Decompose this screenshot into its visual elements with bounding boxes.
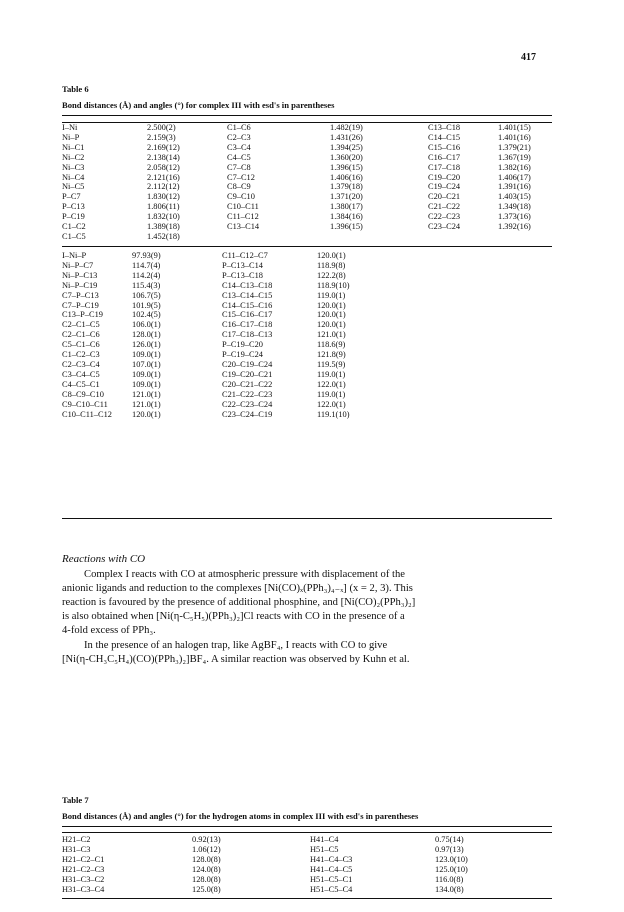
table6-label: Table 6 (62, 84, 89, 94)
table-cell: 109.0(1) (132, 369, 161, 379)
table6-bottom-rule (62, 518, 552, 519)
table-row (62, 271, 377, 281)
table-cell: 1.360(20) (330, 152, 363, 162)
table-cell: 2.121(16) (147, 172, 180, 182)
table-cell: 1.384(16) (330, 212, 363, 222)
table-cell: C20–C19–C24 (222, 359, 273, 369)
table-cell: 118.9(10) (317, 280, 350, 290)
table-row (62, 153, 548, 163)
table-cell: 1.401(16) (498, 132, 531, 142)
table-cell: C7–C12 (227, 172, 255, 182)
table-cell: P–C7 (62, 192, 81, 202)
table-cell (498, 232, 548, 242)
table-cell: Ni–C1 (62, 142, 85, 152)
table-cell: 106.0(1) (132, 320, 161, 330)
table-cell: 1.06(12) (192, 844, 221, 854)
table-cell: 115.4(3) (132, 280, 161, 290)
table-cell: C13–P–C19 (62, 310, 103, 320)
table-row (62, 390, 377, 400)
table-cell: 1.367(19) (498, 152, 531, 162)
table-cell: C8–C9–C10 (62, 389, 104, 399)
table-cell: C2–C3–C4 (62, 359, 100, 369)
table-cell: I–Ni–P (62, 251, 87, 260)
table6-top-rule (62, 115, 552, 116)
table-cell: C8–C9 (227, 182, 251, 192)
table-cell: 1.394(25) (330, 142, 363, 152)
table-cell: 1.379(21) (498, 142, 531, 152)
paragraph-1-line: 4-fold excess of PPh₃. (62, 625, 156, 636)
table-cell: H41–C4–C3 (310, 854, 353, 864)
table-cell: C1–C5 (62, 231, 86, 241)
paragraph-2-line: In the presence of an halogen trap, like AgBF₄, I reacts with CO to give (84, 640, 388, 651)
table-cell: 109.0(1) (132, 379, 161, 389)
table-cell: P–C13 (62, 202, 85, 212)
table-cell: C9–C10 (227, 192, 255, 202)
table-cell: 114.7(4) (132, 260, 161, 270)
table-cell: C15–C16–C17 (222, 310, 273, 320)
table-cell: 1.371(20) (330, 192, 363, 202)
table-cell: 120.0(1) (317, 300, 346, 310)
table6-angles (62, 251, 377, 419)
table-cell: 114.2(4) (132, 270, 161, 280)
table-cell: 120.0(1) (317, 320, 346, 330)
table-cell: H51–C5–C1 (310, 874, 353, 884)
table6-caption: Bond distances (Å) and angles (°) for complex III with esd's in parentheses (62, 100, 335, 110)
table-cell: 2.159(3) (147, 132, 176, 142)
table-cell: 1.431(26) (330, 132, 363, 142)
table-cell: 0.97(13) (435, 844, 464, 854)
table-cell: 119.0(1) (317, 389, 346, 399)
table-cell: 125.0(10) (435, 864, 468, 874)
table-cell: C1–C6 (227, 123, 251, 132)
table-cell: C21–C22 (428, 202, 461, 212)
table-cell: 134.0(8) (435, 884, 464, 894)
table-cell: C10–C11–C12 (62, 409, 112, 419)
table-cell: 122.0(1) (317, 379, 346, 389)
table-cell: 1.379(18) (330, 182, 363, 192)
table-cell: 123.0(10) (435, 854, 468, 864)
table-cell: 120.0(1) (132, 409, 161, 419)
table-cell: 2.169(12) (147, 142, 180, 152)
table-cell: 1.482(19) (330, 123, 363, 132)
table6-mid-rule (62, 246, 552, 247)
table-cell: H31–C3 (62, 844, 91, 854)
table-cell: C5–C1–C6 (62, 340, 100, 350)
table-cell: 1.389(18) (147, 222, 180, 232)
table-cell: P–C19 (62, 212, 85, 222)
table-row (62, 350, 377, 360)
table-cell: C11–C12–C7 (222, 251, 268, 260)
paragraph-2 (62, 639, 552, 667)
table-row (62, 261, 377, 271)
table-cell: C13–C18 (428, 123, 461, 132)
table7-header-rule (62, 832, 552, 833)
table-cell: 1.452(18) (147, 231, 180, 241)
table-row (62, 865, 505, 875)
table-cell: P–C19–C20 (222, 340, 263, 350)
table-row (62, 251, 377, 261)
paragraph-1-line: Complex I reacts with CO at atmospheric pressure with displacement of the (84, 569, 405, 580)
table-cell: C3–C4 (227, 142, 251, 152)
table-row (62, 192, 548, 202)
table-cell: C14–C15 (428, 132, 461, 142)
table-cell: 1.396(15) (330, 162, 363, 172)
table-cell: 119.5(9) (317, 359, 346, 369)
table-cell: 1.406(16) (330, 172, 363, 182)
paragraph-1-line: reaction is favoured by the presence of additional phosphine, and [Ni(CO)₂(PPh₃)₂] (62, 597, 416, 608)
table-cell: Ni–P–C13 (62, 270, 98, 280)
table-cell: H41–C4 (310, 835, 339, 844)
table-cell: 121.0(1) (132, 399, 161, 409)
table-cell: H51–C5 (310, 844, 339, 854)
table-cell: C14–C15–C16 (222, 300, 273, 310)
table-cell: C17–C18–C13 (222, 330, 273, 340)
table-row (62, 202, 548, 212)
table-cell: 119.1(10) (317, 409, 350, 419)
table-cell: C11–C12 (227, 212, 259, 222)
table-cell: C1–C2–C3 (62, 350, 100, 360)
table-cell (330, 232, 428, 242)
table-cell: Ni–C3 (62, 162, 85, 172)
table-cell: P–C19–C24 (222, 350, 263, 360)
table-row (62, 173, 548, 183)
table-row (62, 281, 377, 291)
table-cell: 1.373(16) (498, 212, 531, 222)
table-cell: 121.8(9) (317, 350, 346, 360)
table-cell: 1.830(12) (147, 192, 180, 202)
table-cell: 1.832(10) (147, 212, 180, 222)
table-cell: C21–C22–C23 (222, 389, 273, 399)
table-row (62, 163, 548, 173)
table-cell: 118.6(9) (317, 340, 346, 350)
table-cell: Ni–C4 (62, 172, 85, 182)
table-cell: C23–C24 (428, 222, 461, 232)
table-cell: 121.0(1) (132, 389, 161, 399)
table7-caption: Bond distances (Å) and angles (°) for the hydrogen atoms in complex III with esd's in parentheses (62, 811, 419, 821)
table-cell: 1.380(17) (330, 202, 363, 212)
table-cell: C20–C21 (428, 192, 461, 202)
table-row (62, 370, 377, 380)
table-cell: C16–C17 (428, 152, 461, 162)
table-cell: H21–C2 (62, 835, 91, 844)
table-cell: C23–C24–C19 (222, 409, 273, 419)
table-cell: 126.0(1) (132, 340, 161, 350)
table-row (62, 360, 377, 370)
table-row (62, 835, 505, 845)
table-cell: 128.0(1) (132, 330, 161, 340)
table-cell: C3–C4–C5 (62, 369, 100, 379)
table-cell: 119.0(1) (317, 290, 346, 300)
table7-bottom-rule (62, 898, 552, 899)
table-cell: 1.806(11) (147, 202, 180, 212)
table-cell: C7–P–C19 (62, 300, 99, 310)
table7-label: Table 7 (62, 795, 89, 805)
table-cell: C1–C2 (62, 222, 86, 232)
table-cell: 124.0(8) (192, 864, 221, 874)
table-cell: C16–C17–C18 (222, 320, 273, 330)
table-row (62, 232, 548, 242)
table-cell: P–C13–C14 (222, 260, 263, 270)
table-cell: Ni–P–C19 (62, 280, 98, 290)
page-number: 417 (521, 52, 536, 63)
table-cell (227, 232, 330, 242)
table-cell: I–Ni (62, 123, 78, 132)
table-cell: 122.2(8) (317, 270, 346, 280)
table-cell: 116.0(8) (435, 874, 464, 884)
table-cell: 1.382(16) (498, 162, 531, 172)
table-row (62, 410, 377, 420)
table-cell: C20–C21–C22 (222, 379, 273, 389)
table-row (62, 291, 377, 301)
table-cell: 119.0(1) (317, 369, 346, 379)
table-cell: C19–C20–C21 (222, 369, 273, 379)
table-cell: 0.92(13) (192, 835, 221, 844)
paragraph-1-line: anionic ligands and reduction to the complexes [Ni(CO)ₓ(PPh₃)₄₋ₓ] (x = 2, 3). This (62, 583, 413, 594)
table-cell: 122.0(1) (317, 399, 346, 409)
table-cell: 121.0(1) (317, 330, 346, 340)
table-cell: 1.396(15) (330, 222, 363, 232)
table-row (62, 400, 377, 410)
table-row (62, 340, 377, 350)
table-cell: C7–P–C13 (62, 290, 99, 300)
table-cell: 128.0(8) (192, 874, 221, 884)
table-cell: C4–C5–C1 (62, 379, 100, 389)
table-row (62, 123, 548, 133)
table-row (62, 301, 377, 311)
table-cell: C22–C23–C24 (222, 399, 273, 409)
table-cell: H31–C3–C4 (62, 884, 105, 894)
table-cell: C2–C1–C5 (62, 320, 100, 330)
section-heading: Reactions with CO (62, 553, 146, 565)
table-row (62, 143, 548, 153)
table-cell (428, 232, 498, 242)
table-cell: Ni–P (62, 132, 80, 142)
table-cell: 120.0(1) (317, 251, 346, 260)
table-cell: C2–C3 (227, 132, 251, 142)
table-cell: 125.0(8) (192, 884, 221, 894)
table-row (62, 875, 505, 885)
table-cell: 1.391(16) (498, 182, 531, 192)
paragraph-1-line: is also obtained when [Ni(η-C₅H₅)(PPh₃)₂]Cl reacts with CO in the presence of a (62, 611, 405, 622)
table-cell: Ni–P–C7 (62, 260, 94, 270)
table-cell: C19–C24 (428, 182, 461, 192)
table-cell: 120.0(1) (317, 310, 346, 320)
table-cell: 1.406(17) (498, 172, 531, 182)
table-cell: 2.500(2) (147, 123, 176, 132)
table-cell: 2.112(12) (147, 182, 180, 192)
table-cell: C19–C20 (428, 172, 461, 182)
table-cell: C7–C8 (227, 162, 251, 172)
table7-top-rule (62, 826, 552, 827)
table-cell: C14–C13–C18 (222, 280, 273, 290)
table-cell: C13–C14–C15 (222, 290, 273, 300)
table-cell: 2.138(14) (147, 152, 180, 162)
table-cell: 97.93(9) (132, 251, 161, 260)
table-row (62, 845, 505, 855)
table-cell: C9–C10–C11 (62, 399, 108, 409)
table-cell: 101.9(5) (132, 300, 161, 310)
table-row (62, 320, 377, 330)
table-cell: C22–C23 (428, 212, 461, 222)
table-row (62, 212, 548, 222)
table6-distances (62, 123, 548, 242)
table-cell: C13–C14 (227, 222, 260, 232)
table-row (62, 310, 377, 320)
table-cell: Ni–C2 (62, 152, 85, 162)
table-cell: 118.9(8) (317, 260, 346, 270)
table-row (62, 133, 548, 143)
paragraph-2-line: [Ni(η-CH₃C₅H₄)(CO)(PPh₃)₂]BF₄. A similar reaction was observed by Kuhn et al. (62, 654, 410, 665)
table-cell: 1.403(15) (498, 192, 531, 202)
table-cell: 106.7(5) (132, 290, 161, 300)
table-cell: 1.401(15) (498, 123, 531, 132)
table-cell: H41–C4–C5 (310, 864, 353, 874)
table7-body (62, 835, 505, 894)
table-cell: H31–C3–C2 (62, 874, 105, 884)
table-cell: 128.0(8) (192, 854, 221, 864)
table-cell: 102.4(5) (132, 310, 161, 320)
table-cell: Ni–C5 (62, 182, 85, 192)
table-cell: 1.349(18) (498, 202, 531, 212)
table-row (62, 885, 505, 895)
table-cell: 1.392(16) (498, 222, 531, 232)
table-cell: C17–C18 (428, 162, 461, 172)
table-cell: H21–C2–C1 (62, 854, 105, 864)
table-row (62, 855, 505, 865)
table-cell: C4–C5 (227, 152, 251, 162)
table-row (62, 222, 548, 232)
table-row (62, 182, 548, 192)
table-cell: C10–C11 (227, 202, 259, 212)
table-cell: 0.75(14) (435, 835, 464, 844)
table-cell: C2–C1–C6 (62, 330, 100, 340)
table-cell: H51–C5–C4 (310, 884, 353, 894)
table-cell: 2.058(12) (147, 162, 180, 172)
table-cell: 109.0(1) (132, 350, 161, 360)
paragraph-1 (62, 568, 552, 638)
table-cell: C15–C16 (428, 142, 461, 152)
table-row (62, 380, 377, 390)
table-cell: P–C13–C18 (222, 270, 263, 280)
table-cell: H21–C2–C3 (62, 864, 105, 874)
table-cell: 107.0(1) (132, 359, 161, 369)
table-row (62, 330, 377, 340)
